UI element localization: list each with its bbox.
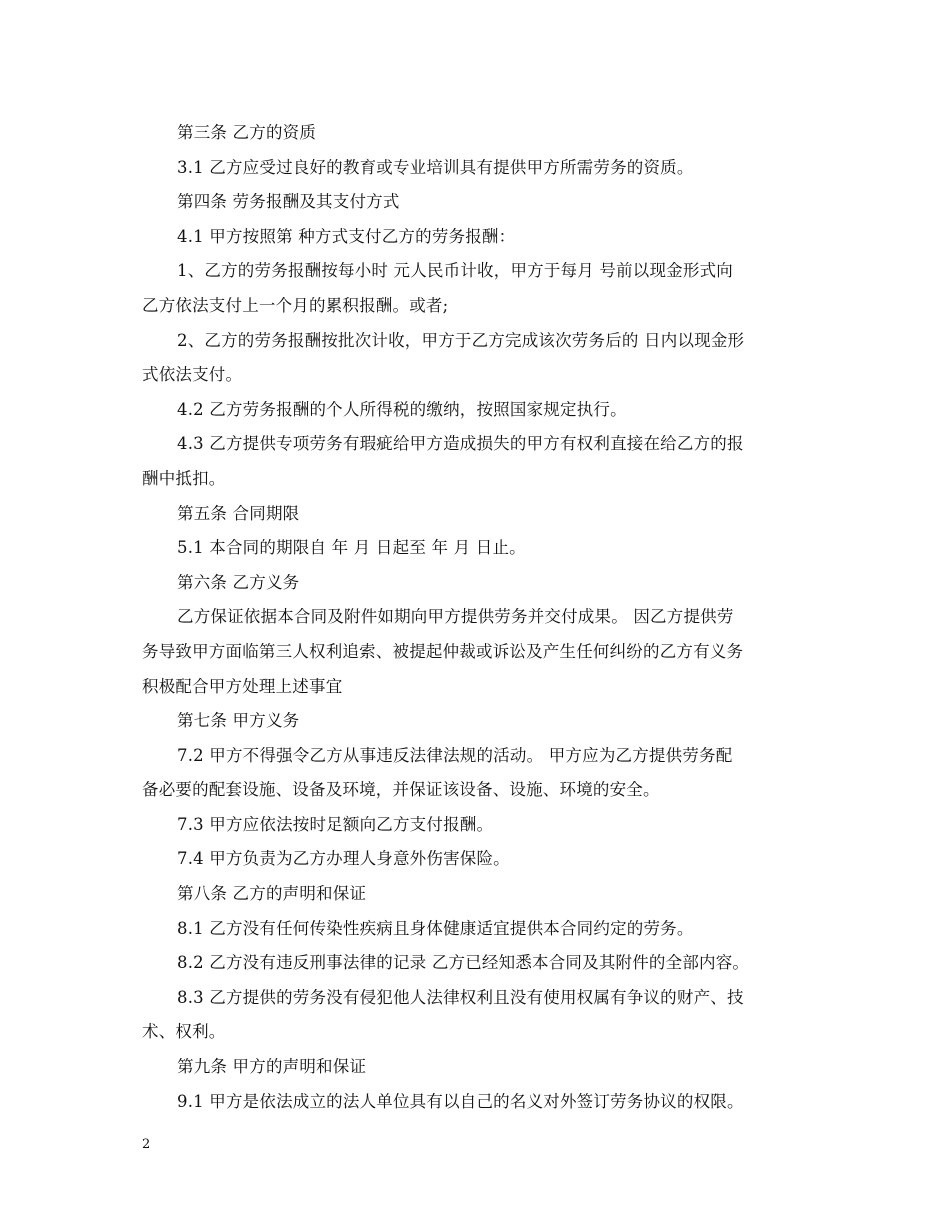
text-line: 7.4 甲方负责为乙方办理人身意外伤害保险。 — [177, 849, 510, 869]
text-line: 第七条 甲方义务 — [177, 711, 300, 731]
text-line: 7.3 甲方应依法按时足额向乙方支付报酬。 — [177, 814, 494, 834]
text-line: 备必要的配套设施、设备及环境，并保证该设备、设施、环境的安全。 — [142, 780, 660, 800]
text-line: 式依法支付。 — [142, 365, 243, 385]
text-line: 第八条 乙方的声明和保证 — [177, 884, 367, 904]
text-line: 4.1 甲方按照第 种方式支付乙方的劳务报酬： — [177, 226, 516, 246]
text-line: 乙方依法支付上一个月的累积报酬。或者; — [142, 295, 449, 315]
text-line: 2、乙方的劳务报酬按批次计收，甲方于乙方完成该次劳务后的 日内以现金形 — [177, 330, 745, 350]
text-line: 4.2 乙方劳务报酬的个人所得税的缴纳，按照国家规定执行。 — [177, 399, 627, 419]
text-line: 第九条 甲方的声明和保证 — [177, 1057, 367, 1077]
text-line: 1、乙方的劳务报酬按每小时 元人民币计收，甲方于每月 号前以现金形式向 — [177, 261, 733, 281]
text-line: 第四条 劳务报酬及其支付方式 — [177, 192, 400, 212]
text-line: 7.2 甲方不得强令乙方从事违反法律法规的活动。 甲方应为乙方提供劳务配 — [177, 745, 733, 765]
document-body — [142, 116, 812, 1119]
page-number: 2 — [142, 1137, 151, 1152]
text-line: 酬中抵扣。 — [142, 468, 226, 488]
text-line: 3.1 乙方应受过良好的教育或专业培训具有提供甲方所需劳务的资质。 — [177, 157, 694, 177]
text-line: 第五条 合同期限 — [177, 503, 300, 523]
text-line: 4.3 乙方提供专项劳务有瑕疵给甲方造成损失的甲方有权利直接在给乙方的报 — [177, 434, 744, 454]
text-line: 术、权利。 — [142, 1022, 226, 1042]
text-line: 8.3 乙方提供的劳务没有侵犯他人法律权利且没有使用权属有争议的财产、技 — [177, 987, 744, 1007]
text-line: 积极配合甲方处理上述事宜 — [142, 676, 343, 696]
text-line: 第六条 乙方义务 — [177, 572, 300, 592]
text-line: 第三条 乙方的资质 — [177, 123, 317, 142]
text-line: 8.2 乙方没有违反刑事法律的记录 乙方已经知悉本合同及其附件的全部内容。 — [177, 953, 750, 973]
text-line: 乙方保证依据本合同及附件如期向甲方提供劳务并交付成果。 因乙方提供劳 — [177, 607, 734, 627]
text-line: 5.1 本合同的期限自 年 月 日起至 年 月 日止。 — [177, 538, 526, 558]
text-line: 务导致甲方面临第三人权利追索、被提起仲裁或诉讼及产生任何纠纷的乙方有义务 — [142, 641, 744, 661]
text-line: 9.1 甲方是依法成立的法人单位具有以自己的名义对外签订劳务协议的权限。 — [177, 1091, 744, 1111]
text-line: 8.1 乙方没有任何传染性疾病且身体健康适宜提供本合同约定的劳务。 — [177, 918, 694, 938]
